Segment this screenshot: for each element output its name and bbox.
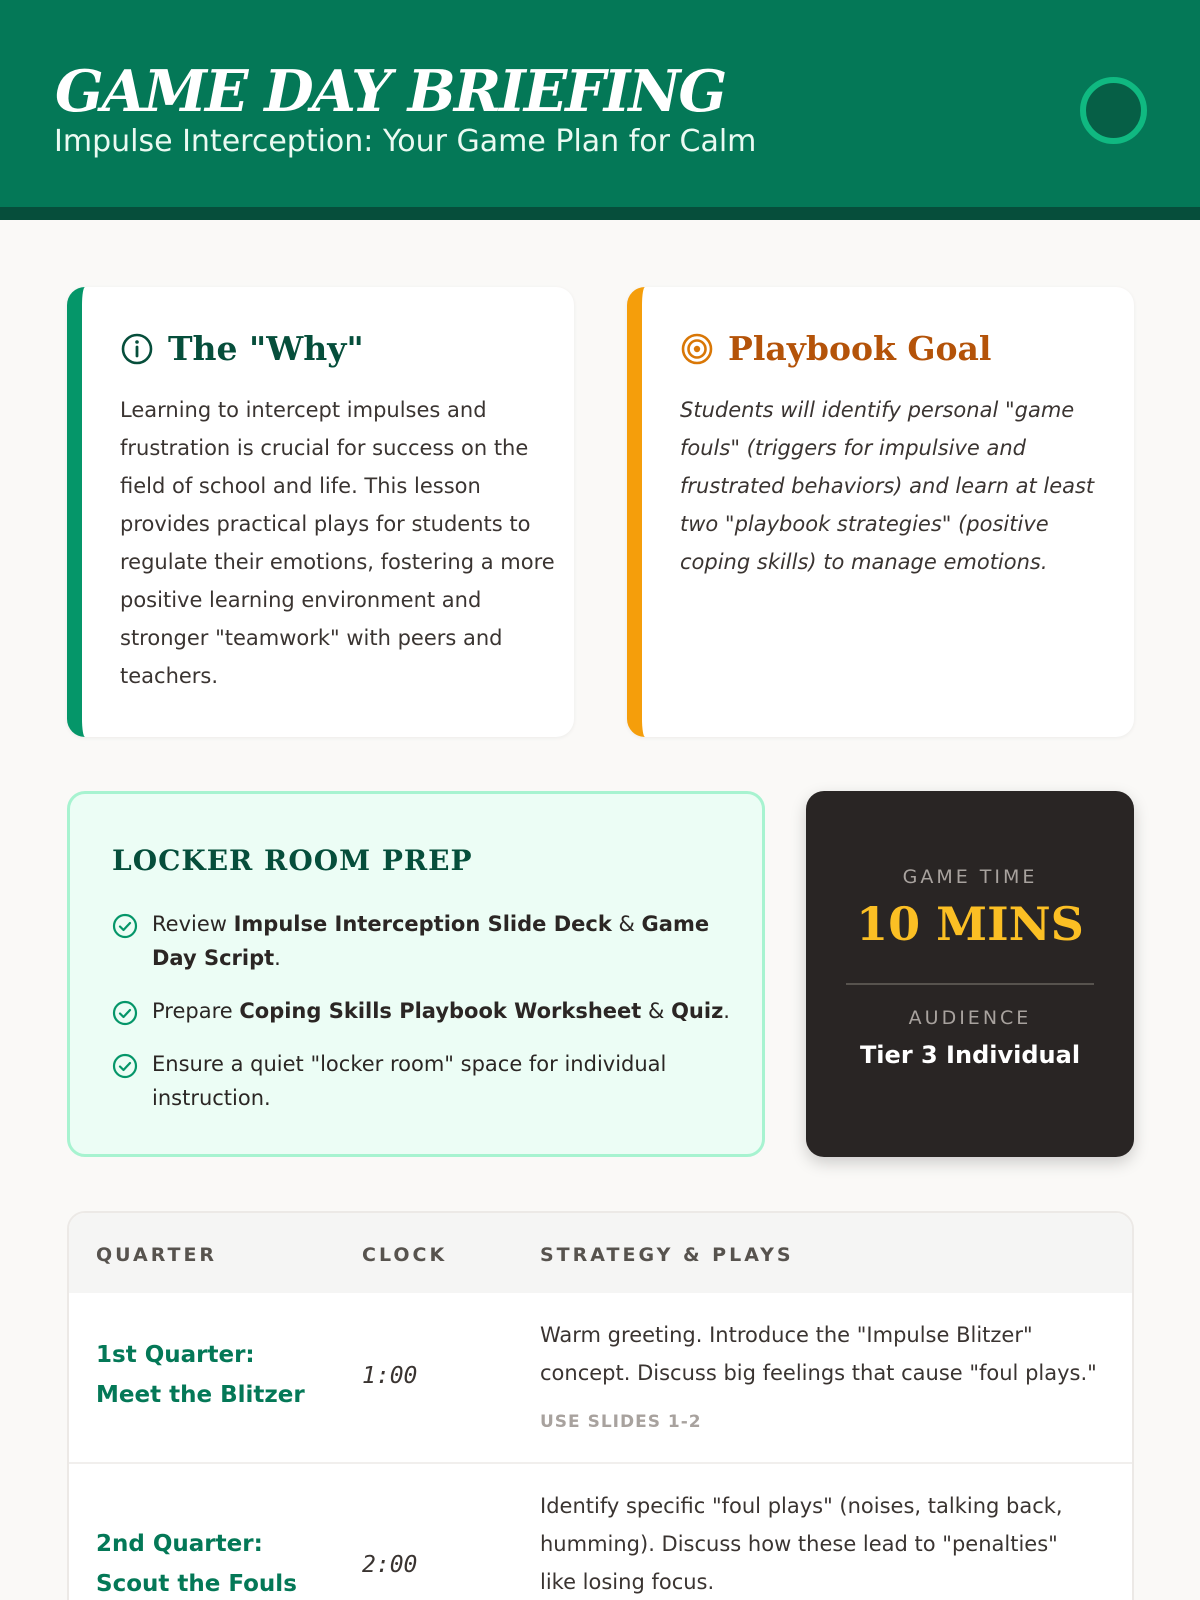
page-subtitle: Impulse Interception: Your Game Plan for Calm <box>54 124 757 159</box>
quarter-description: Identify specific "foul plays" (noises, talking back, humming). Discuss how these lead to "penalties" like losing focus. <box>540 1494 1063 1594</box>
quarter-name: 1st Quarter: Meet the Blitzer <box>96 1342 305 1408</box>
quarter-clock: 1:00 <box>362 1363 418 1389</box>
table-row <box>69 1464 1134 1600</box>
page-header <box>0 0 1200 220</box>
prep-checklist <box>112 907 732 1134</box>
goal-card <box>627 287 1134 737</box>
prep-item-bold: Game Day Script <box>152 912 710 970</box>
check-circle-icon <box>112 1000 138 1026</box>
audience-label: AUDIENCE <box>908 1007 1032 1029</box>
game-time-value: 10 MINS <box>856 897 1084 951</box>
quarter-description: Warm greeting. Introduce the "Impulse Blitzer" concept. Discuss big feelings that cause "foul plays." <box>540 1323 1097 1385</box>
prep-item-bold: Coping Skills Playbook Worksheet <box>239 999 642 1023</box>
goal-card-body: Students will identify personal "game fouls" (triggers for impulsive and frustrated behaviors) and learn at least two "playbook strategies" (positive coping skills) to manage emotions. <box>680 398 1095 574</box>
column-header-clock: CLOCK <box>362 1244 448 1266</box>
prep-item-bold: Quiz <box>671 999 724 1023</box>
prep-item-bold: Impulse Interception Slide Deck <box>233 912 612 936</box>
table-row <box>69 1293 1134 1464</box>
check-circle-icon <box>112 913 138 939</box>
goal-card-header <box>680 329 991 368</box>
prep-title: LOCKER ROOM PREP <box>112 844 473 877</box>
prep-item: Ensure a quiet "locker room" space for individual instruction. <box>112 1047 732 1115</box>
check-circle-icon <box>112 1053 138 1079</box>
prep-item: Prepare Coping Skills Playbook Worksheet & Quiz. <box>112 994 732 1028</box>
locker-room-prep <box>67 791 765 1157</box>
header-circle-icon <box>1080 77 1147 144</box>
audience-value: Tier 3 Individual <box>859 1041 1081 1069</box>
prep-item: Review Impulse Interception Slide Deck & Game Day Script. <box>112 907 732 975</box>
game-stats-card <box>806 791 1134 1157</box>
goal-card-title: Playbook Goal <box>728 329 992 368</box>
table-header <box>69 1213 1134 1293</box>
why-card-header <box>120 329 364 368</box>
info-circle-icon <box>120 332 154 366</box>
why-card-title: The "Why" <box>168 329 364 368</box>
schedule-table <box>67 1211 1134 1600</box>
game-time-label: GAME TIME <box>902 866 1038 888</box>
slides-note: USE SLIDES 1-2 <box>540 1412 702 1432</box>
quarter-name: 2nd Quarter: Scout the Fouls <box>96 1531 297 1597</box>
column-header-strategy: STRATEGY & PLAYS <box>540 1244 794 1266</box>
column-header-quarter: QUARTER <box>96 1244 218 1266</box>
target-icon <box>680 332 714 366</box>
quarter-clock: 2:00 <box>362 1552 418 1578</box>
page-title: GAME DAY BRIEFING <box>55 58 726 125</box>
stats-divider <box>846 983 1094 985</box>
why-card-body: Learning to intercept impulses and frustration is crucial for success on the field of school and life. This lesson provides practical plays for students to regulate their emotions, fostering a more positive learning environment and stronger "teamwork" with peers and teachers. <box>120 398 555 688</box>
why-card <box>67 287 574 737</box>
